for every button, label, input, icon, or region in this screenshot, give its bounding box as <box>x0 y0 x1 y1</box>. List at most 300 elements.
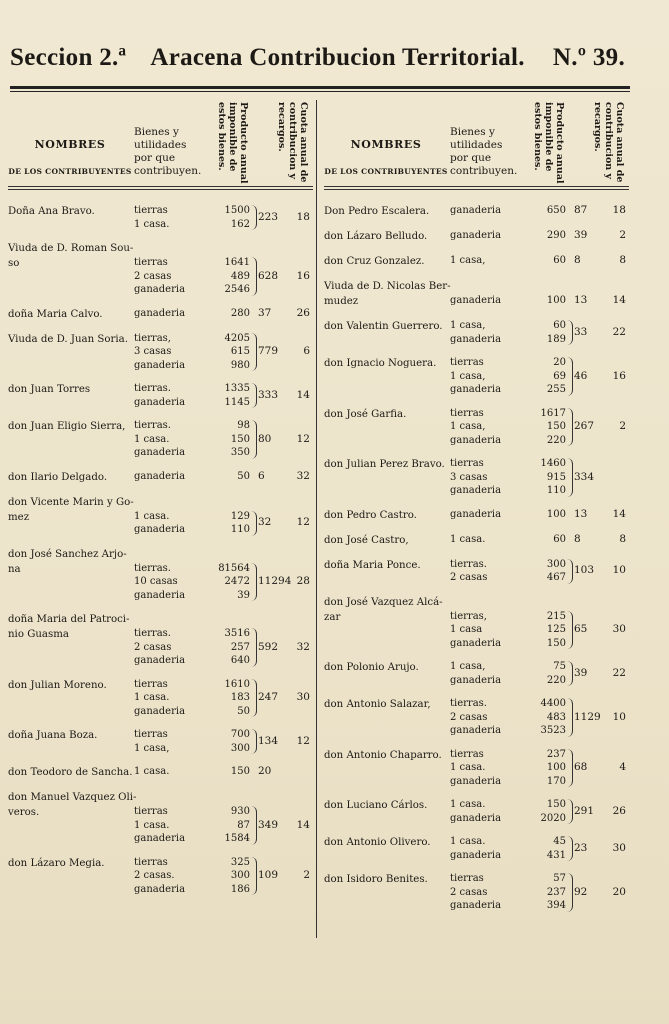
grouping-brace <box>251 257 257 296</box>
quota-reales: 592 <box>258 640 279 653</box>
asset-row <box>450 637 568 651</box>
asset-row <box>450 383 568 397</box>
entries-left <box>8 204 313 906</box>
asset-type: tierras. <box>450 558 487 570</box>
asset-type: ganaderia <box>134 307 186 319</box>
asset-product-value: 930 <box>230 806 250 817</box>
quota-maravedis: 12 <box>296 516 310 529</box>
asset-row <box>134 832 252 846</box>
contributor-name-line: don Julian Perez Bravo. <box>324 459 445 470</box>
contributor-name <box>324 254 448 269</box>
grouping-brace <box>567 357 573 396</box>
asset-type: ganaderia <box>134 589 186 601</box>
asset-type: 3 casas <box>450 471 488 483</box>
contributor-name <box>324 457 448 472</box>
annual-quota <box>258 307 310 319</box>
contributor-entry <box>8 765 313 790</box>
asset-row <box>134 641 252 655</box>
annual-quota <box>258 691 310 703</box>
asset-product-value: 87 <box>237 819 250 831</box>
asset-product-value: 150 <box>230 766 250 777</box>
header-nombres-label: NOMBRES <box>34 138 106 151</box>
asset-row <box>450 254 568 268</box>
asset-list <box>134 419 252 460</box>
asset-row <box>450 835 568 849</box>
asset-list <box>450 204 568 218</box>
contributor-entry <box>324 595 629 661</box>
annual-quota <box>574 761 626 773</box>
asset-type: ganaderia <box>450 812 502 824</box>
asset-type: 1 casa, <box>450 370 486 382</box>
asset-product-value: 69 <box>553 370 566 382</box>
header-cuota: Cuota anual de contribucion y recargos. <box>276 102 309 183</box>
asset-list <box>450 294 568 308</box>
contributor-name-line: Viuda de D. Juan Soria. <box>8 333 128 345</box>
asset-row <box>134 446 252 460</box>
asset-type: 1 casa. <box>134 819 170 831</box>
contributor-name-line: don Antonio Salazar, <box>324 699 431 710</box>
asset-list <box>450 610 568 651</box>
asset-row <box>450 798 568 812</box>
asset-product-value: 125 <box>546 624 566 635</box>
asset-row <box>134 270 252 284</box>
contributor-name-line: don Ilario Delgado. <box>8 471 108 483</box>
quota-reales: 13 <box>574 507 588 520</box>
asset-row <box>134 433 252 447</box>
contributor-entry <box>8 547 313 613</box>
asset-product-value: 1584 <box>224 833 250 844</box>
annual-quota <box>574 623 626 635</box>
header-bienes: Bienes y utilidades por que contribuyen. <box>450 126 518 177</box>
asset-row <box>450 761 568 775</box>
grouping-brace <box>567 611 573 650</box>
annual-quota <box>574 667 626 679</box>
contributor-name-line: don Valentin Guerrero. <box>324 321 443 332</box>
contributor-name <box>8 332 132 347</box>
annual-quota <box>574 508 626 520</box>
contributor-entry <box>324 279 629 319</box>
contributor-entry <box>324 229 629 254</box>
asset-row <box>450 204 568 218</box>
annual-quota <box>258 575 310 587</box>
annual-quota <box>574 842 626 854</box>
asset-row <box>450 610 568 624</box>
asset-type: ganaderia <box>450 508 502 520</box>
grouping-brace <box>567 836 573 861</box>
contributor-name-line: don Antonio Chaparro. <box>324 749 442 761</box>
grouping-brace <box>251 806 257 845</box>
asset-row <box>450 872 568 886</box>
quota-maravedis: 14 <box>296 818 310 831</box>
asset-product-value: 394 <box>546 900 566 911</box>
quota-reales: 6 <box>258 469 265 482</box>
contributor-name <box>324 533 448 548</box>
annual-quota <box>258 470 310 482</box>
quota-maravedis: 4 <box>619 761 626 773</box>
contributor-name-line: doña Maria del Patroci- <box>8 614 130 625</box>
asset-list <box>134 332 252 373</box>
header-nombres <box>8 138 132 176</box>
contributor-entry <box>324 407 629 458</box>
contributor-entry <box>8 678 313 729</box>
asset-row <box>450 457 568 471</box>
quota-maravedis: 22 <box>612 325 626 338</box>
annual-quota <box>258 516 310 528</box>
asset-list <box>450 508 568 522</box>
asset-row <box>450 724 568 738</box>
contributor-name-line: don Pedro Castro. <box>324 509 417 521</box>
asset-type: 1 casa. <box>450 762 486 773</box>
contributor-name <box>8 419 132 434</box>
quota-reales: 80 <box>258 432 272 445</box>
page-title: Aracena Contribucion Territorial. <box>150 44 525 71</box>
asset-row <box>134 470 252 484</box>
asset-row <box>134 575 252 589</box>
asset-product-value: 1145 <box>224 396 250 408</box>
asset-list <box>450 407 568 448</box>
contributor-name <box>324 872 448 887</box>
asset-type: tierras <box>134 806 168 817</box>
asset-type: ganaderia <box>134 470 186 482</box>
contributor-name-line: don Manuel Vazquez Oli- <box>8 792 137 803</box>
asset-type: ganaderia <box>450 775 502 787</box>
asset-type: ganaderia <box>134 359 186 371</box>
quota-reales: 333 <box>258 388 279 401</box>
asset-product-value: 60 <box>553 320 566 331</box>
contributor-entry <box>324 660 629 697</box>
grouping-brace <box>251 563 257 602</box>
asset-product-value: 50 <box>237 470 250 482</box>
asset-product-value: 60 <box>553 255 566 266</box>
asset-product-value: 1500 <box>224 205 250 216</box>
asset-type: 2 casas <box>134 270 172 282</box>
asset-list <box>450 356 568 397</box>
asset-list <box>450 254 568 268</box>
quota-maravedis: 2 <box>619 420 626 432</box>
quota-maravedis: 32 <box>296 469 310 482</box>
contributor-name-line: don Ignacio Noguera. <box>324 358 437 369</box>
asset-product-value: 75 <box>553 661 566 672</box>
grouping-brace <box>251 628 257 667</box>
header-rule <box>8 186 313 187</box>
asset-row <box>450 660 568 674</box>
contributor-name <box>8 678 132 693</box>
asset-row <box>134 382 252 396</box>
asset-row <box>450 471 568 485</box>
quota-reales: 37 <box>258 306 272 319</box>
header-contribuyentes-label: DE LOS CONTRIBUYENTES <box>8 167 132 176</box>
header-rule <box>8 189 313 190</box>
quota-reales: 223 <box>258 210 279 223</box>
asset-product-value: 170 <box>546 775 566 787</box>
asset-row <box>134 523 252 537</box>
contributor-entry <box>324 457 629 508</box>
quota-maravedis: 2 <box>303 869 310 881</box>
quota-maravedis: 22 <box>612 666 626 679</box>
asset-product-value: 150 <box>230 433 250 445</box>
quota-reales: 291 <box>574 804 595 817</box>
asset-product-value: 1610 <box>224 678 250 690</box>
annual-quota <box>574 420 626 432</box>
asset-row <box>450 849 568 863</box>
quota-maravedis: 20 <box>612 885 626 898</box>
contributor-name <box>324 798 448 813</box>
asset-type: tierras <box>134 205 168 216</box>
asset-type: ganaderia <box>450 674 502 686</box>
asset-product-value: 300 <box>230 870 250 881</box>
contributor-entry <box>324 356 629 407</box>
contributor-name <box>324 508 448 523</box>
asset-type: 1 casa, <box>450 661 486 672</box>
contributor-name <box>324 558 448 573</box>
asset-list <box>450 798 568 825</box>
asset-type: ganaderia <box>450 333 502 345</box>
contributor-entry <box>8 241 313 307</box>
asset-product-value: 183 <box>230 692 250 703</box>
quota-maravedis: 16 <box>296 269 310 282</box>
asset-type: ganaderia <box>450 849 502 861</box>
asset-list <box>450 319 568 346</box>
quota-reales: 32 <box>258 516 272 529</box>
asset-type: 2 casas <box>134 641 172 653</box>
contributor-name <box>324 835 448 850</box>
asset-row <box>134 589 252 603</box>
quota-reales: 8 <box>574 254 581 266</box>
annual-quota <box>574 294 626 306</box>
grouping-brace <box>251 857 257 896</box>
asset-type: ganaderia <box>450 485 502 496</box>
annual-quota <box>258 735 310 747</box>
asset-type: 1 casa, <box>450 255 486 266</box>
asset-row <box>134 691 252 705</box>
asset-list <box>134 856 252 897</box>
asset-product-value: 257 <box>230 641 250 653</box>
contributor-entry <box>324 835 629 872</box>
asset-product-value: 98 <box>237 420 250 431</box>
asset-product-value: 1641 <box>224 257 250 268</box>
asset-row <box>450 886 568 900</box>
contributor-name <box>324 319 448 334</box>
grouping-brace <box>251 729 257 754</box>
asset-row <box>134 654 252 668</box>
contributor-name-line: don José Garfia. <box>324 408 407 420</box>
contributor-name <box>8 495 132 525</box>
quota-maravedis: 32 <box>296 640 310 653</box>
quota-maravedis: 8 <box>619 532 626 545</box>
header-contribuyentes-label: DE LOS CONTRIBUYENTES <box>324 167 448 176</box>
asset-type: tierras <box>450 458 484 469</box>
annual-quota <box>258 641 310 653</box>
asset-product-value: 2020 <box>540 812 566 824</box>
quota-reales: 134 <box>258 734 279 747</box>
contributor-name-line: don Juan Eligio Sierra, <box>8 421 126 432</box>
asset-list <box>134 805 252 846</box>
quota-reales: 109 <box>258 869 279 881</box>
asset-list <box>134 307 252 321</box>
asset-row <box>134 307 252 321</box>
asset-type: ganaderia <box>134 655 186 666</box>
contributor-entry <box>8 856 313 907</box>
contributor-entry <box>8 419 313 470</box>
asset-row <box>134 218 252 232</box>
quota-reales: 628 <box>258 269 279 282</box>
asset-product-value: 1335 <box>224 383 250 394</box>
quota-reales: 46 <box>574 369 588 382</box>
asset-product-value: 57 <box>553 873 566 884</box>
contributor-entry <box>324 872 629 923</box>
asset-product-value: 3523 <box>540 725 566 736</box>
annual-quota <box>574 229 626 241</box>
grouping-brace <box>567 559 573 584</box>
asset-type: 1 casa. <box>450 836 486 847</box>
quota-maravedis: 10 <box>612 710 626 723</box>
asset-product-value: 162 <box>230 218 250 230</box>
asset-product-value: 300 <box>546 558 566 570</box>
asset-type: tierras <box>134 729 168 740</box>
asset-product-value: 3516 <box>224 628 250 639</box>
asset-row <box>134 728 252 742</box>
table-header-left <box>8 100 313 192</box>
asset-list <box>134 510 252 537</box>
header-producto: Producto anual imponible de estos bienes. <box>216 102 249 184</box>
asset-type: ganaderia <box>134 284 186 295</box>
asset-type: ganaderia <box>134 396 186 408</box>
asset-type: 1 casa. <box>134 766 170 777</box>
asset-row <box>450 294 568 308</box>
asset-list <box>134 562 252 603</box>
asset-list <box>134 204 252 231</box>
asset-row <box>134 359 252 373</box>
asset-type: ganaderia <box>134 524 186 535</box>
asset-product-value: 50 <box>237 705 250 717</box>
header-rule-thin <box>10 91 630 92</box>
contributor-name-line: nio Guasma <box>8 629 69 640</box>
asset-type: ganaderia <box>450 230 502 241</box>
asset-product-value: 220 <box>546 434 566 446</box>
asset-type: tierras <box>450 873 484 884</box>
contributor-entry <box>8 470 313 495</box>
quota-maravedis: 2 <box>619 229 626 241</box>
asset-type: ganaderia <box>450 725 502 736</box>
quota-maravedis: 18 <box>612 204 626 216</box>
quota-reales: 65 <box>574 623 588 635</box>
asset-list <box>450 697 568 738</box>
grouping-brace <box>567 458 573 497</box>
header-bienes: Bienes y utilidades por que contribuyen. <box>134 126 202 177</box>
asset-type: 1 casa, <box>134 742 170 754</box>
contributor-entry <box>8 790 313 856</box>
asset-product-value: 215 <box>546 610 566 622</box>
asset-row <box>450 420 568 434</box>
asset-type: ganaderia <box>450 637 502 649</box>
section-label: Seccion 2.ª <box>10 44 127 71</box>
asset-list <box>134 256 252 297</box>
asset-type: 1 casa. <box>134 510 170 522</box>
asset-product-value: 20 <box>553 357 566 368</box>
contributor-name-line: don Juan Torres <box>8 384 91 395</box>
asset-list <box>450 660 568 687</box>
asset-list <box>450 748 568 789</box>
asset-product-value: 431 <box>546 849 566 861</box>
asset-row <box>450 333 568 347</box>
quota-reales: 267 <box>574 420 595 432</box>
contributor-entry <box>8 728 313 765</box>
asset-type: ganaderia <box>134 833 186 844</box>
asset-product-value: 640 <box>230 655 250 666</box>
asset-row <box>134 869 252 883</box>
asset-type: tierras <box>450 357 484 368</box>
asset-row <box>450 508 568 522</box>
quota-reales: 13 <box>574 294 588 306</box>
asset-product-value: 915 <box>546 471 566 483</box>
contributor-entry <box>8 204 313 241</box>
contributor-entry <box>324 319 629 356</box>
contributor-entry <box>324 533 629 558</box>
asset-product-value: 100 <box>546 508 566 520</box>
asset-product-value: 350 <box>230 447 250 458</box>
contributor-entry <box>8 495 313 547</box>
asset-product-value: 1617 <box>540 407 566 419</box>
asset-product-value: 186 <box>230 883 250 895</box>
quota-reales: 11294 <box>258 575 292 587</box>
quota-maravedis: 12 <box>296 432 310 445</box>
contributor-name-line: so <box>8 258 20 269</box>
asset-type: 3 casas <box>134 346 172 357</box>
contributor-entry <box>324 204 629 229</box>
contributor-name-line: don José Castro, <box>324 534 409 546</box>
quota-reales: 23 <box>574 841 588 854</box>
asset-list <box>134 728 252 755</box>
asset-product-value: 700 <box>230 729 250 740</box>
contributor-entry <box>324 558 629 595</box>
contributor-name-line: Don Pedro Escalera. <box>324 206 430 217</box>
asset-row <box>134 283 252 297</box>
asset-product-value: 1460 <box>540 458 566 469</box>
contributor-name <box>8 547 132 577</box>
grouping-brace <box>567 799 573 824</box>
asset-row <box>134 562 252 576</box>
annual-quota <box>574 326 626 338</box>
asset-type: ganaderia <box>450 434 502 446</box>
asset-type: 1 casa, <box>450 320 486 331</box>
asset-product-value: 110 <box>230 524 250 535</box>
asset-list <box>450 558 568 585</box>
grouping-brace <box>567 698 573 737</box>
annual-quota <box>258 869 310 881</box>
quota-reales: 8 <box>574 532 581 545</box>
quota-reales: 33 <box>574 325 588 338</box>
quota-maravedis: 30 <box>296 691 310 703</box>
asset-type: tierras <box>134 856 168 868</box>
contributor-name-line: doña Maria Ponce. <box>324 559 421 571</box>
asset-type: ganaderia <box>450 205 502 216</box>
contributor-name-line: don Luciano Cárlos. <box>324 800 428 811</box>
asset-product-value: 4400 <box>540 698 566 709</box>
annual-quota <box>258 345 310 357</box>
contributor-name <box>324 407 448 422</box>
asset-product-value: 150 <box>546 799 566 810</box>
contributor-name-line: Viuda de D. Nicolas Ber- <box>324 281 451 292</box>
asset-product-value: 81564 <box>218 562 250 574</box>
grouping-brace <box>251 383 257 408</box>
contributor-entry <box>8 612 313 678</box>
asset-type: tierras. <box>450 698 487 709</box>
contributor-name-line: na <box>8 563 21 575</box>
page-header <box>10 44 625 84</box>
contributor-name-line: Viuda de D. Roman Sou- <box>8 243 134 254</box>
asset-product-value: 189 <box>546 333 566 345</box>
header-rule <box>324 189 629 190</box>
